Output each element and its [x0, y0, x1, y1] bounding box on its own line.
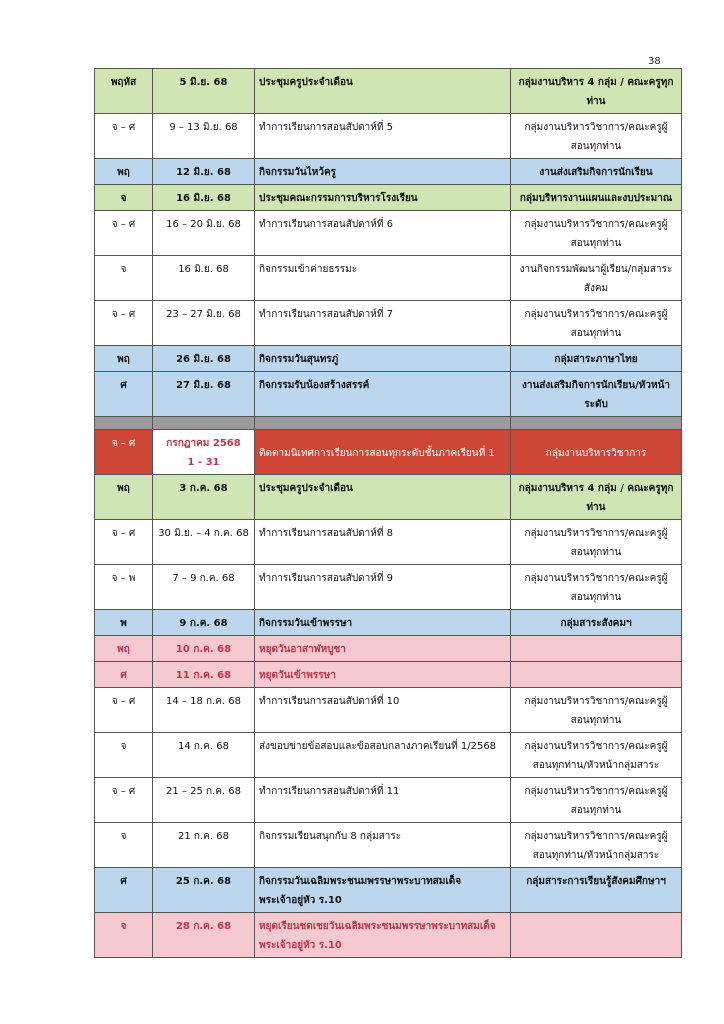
date-cell: 27 มิ.ย. 68 — [153, 372, 255, 417]
schedule-row — [95, 159, 682, 185]
date-cell: 5 มิ.ย. 68 — [153, 69, 255, 114]
activity-cell: หยุดวันเข้าพรรษา — [255, 662, 511, 688]
day-cell: จ – ศ — [95, 301, 153, 346]
date-cell: 30 มิ.ย. – 4 ก.ค. 68 — [153, 520, 255, 565]
activity-cell: กิจกรรมวันไหว้ครู — [255, 159, 511, 185]
schedule-row — [95, 372, 682, 417]
date-cell: 16 – 20 มิ.ย. 68 — [153, 211, 255, 256]
schedule-row — [95, 733, 682, 778]
responsible-cell: กลุ่มงานบริหารวิชาการ/คณะครูผู้สอนทุกท่าน — [511, 211, 682, 256]
responsible-cell: กลุ่มสาระการเรียนรู้สังคมศึกษาฯ — [511, 868, 682, 913]
schedule-row — [95, 211, 682, 256]
day-cell: จ — [95, 256, 153, 301]
responsible-cell: กลุ่มงานบริหารวิชาการ — [511, 430, 682, 475]
activity-cell: กิจกรรมเข้าค่ายธรรมะ — [255, 256, 511, 301]
date-cell: 16 มิ.ย. 68 — [153, 185, 255, 211]
schedule-row — [95, 475, 682, 520]
day-cell: ศ — [95, 372, 153, 417]
page-number: 38 — [648, 56, 661, 67]
day-cell: จ — [95, 913, 153, 958]
schedule-row — [95, 430, 682, 475]
day-cell: จ – ศ — [95, 211, 153, 256]
schedule-row — [95, 346, 682, 372]
day-cell: พ — [95, 610, 153, 636]
section-divider — [95, 417, 682, 430]
day-cell: จ – ศ — [95, 688, 153, 733]
date-cell: 21 – 25 ก.ค. 68 — [153, 778, 255, 823]
responsible-cell: กลุ่มงานบริหารวิชาการ/คณะครูผู้สอนทุกท่าน/หัวหน้ากลุ่มสาระ — [511, 733, 682, 778]
day-cell: จ – ศ — [95, 430, 153, 475]
responsible-cell: กลุ่มงานบริหารวิชาการ/คณะครูผู้สอนทุกท่าน — [511, 688, 682, 733]
responsible-cell: กลุ่มงานบริหาร 4 กลุ่ม / คณะครูทุกท่าน — [511, 69, 682, 114]
activity-cell: ติดตามนิเทศการเรียนการสอนทุกระดับชั้นภาคเรียนที่ 1 — [255, 430, 511, 475]
day-cell: พฤ — [95, 159, 153, 185]
responsible-cell — [511, 913, 682, 958]
activity-cell: ทำการเรียนการสอนสัปดาห์ที่ 7 — [255, 301, 511, 346]
schedule-row — [95, 913, 682, 958]
schedule-row — [95, 301, 682, 346]
activity-cell: กิจกรรมวันเข้าพรรษา — [255, 610, 511, 636]
day-cell — [95, 417, 153, 430]
schedule-row — [95, 636, 682, 662]
schedule-row — [95, 688, 682, 733]
responsible-cell: กลุ่มบริหารงานแผนและงบประมาณ — [511, 185, 682, 211]
activity-cell: กิจกรรมรับน้องสร้างสรรค์ — [255, 372, 511, 417]
responsible-cell: งานส่งเสริมกิจการนักเรียน — [511, 159, 682, 185]
responsible-cell: งานส่งเสริมกิจการนักเรียน/หัวหน้าระดับ — [511, 372, 682, 417]
responsible-cell: กลุ่มงานบริหารวิชาการ/คณะครูผู้สอนทุกท่าน/หัวหน้ากลุ่มสาระ — [511, 823, 682, 868]
activity-cell: ทำการเรียนการสอนสัปดาห์ที่ 6 — [255, 211, 511, 256]
schedule-row — [95, 868, 682, 913]
activity-cell: ทำการเรียนการสอนสัปดาห์ที่ 10 — [255, 688, 511, 733]
date-cell: 12 มิ.ย. 68 — [153, 159, 255, 185]
day-cell: พฤหัส — [95, 69, 153, 114]
responsible-cell — [511, 662, 682, 688]
activity-cell: ทำการเรียนการสอนสัปดาห์ที่ 8 — [255, 520, 511, 565]
day-cell: จ – ศ — [95, 778, 153, 823]
activity-cell: ประชุมครูประจำเดือน — [255, 69, 511, 114]
schedule-table — [94, 68, 682, 958]
activity-cell: ประชุมครูประจำเดือน — [255, 475, 511, 520]
responsible-cell: กลุ่มงานบริหารวิชาการ/คณะครูผู้สอนทุกท่าน — [511, 565, 682, 610]
date-cell: 3 ก.ค. 68 — [153, 475, 255, 520]
date-cell: 11 ก.ค. 68 — [153, 662, 255, 688]
date-cell: 10 ก.ค. 68 — [153, 636, 255, 662]
schedule-row — [95, 114, 682, 159]
day-cell: ศ — [95, 662, 153, 688]
day-cell: จ — [95, 733, 153, 778]
date-cell: 9 ก.ค. 68 — [153, 610, 255, 636]
activity-cell: ประชุมคณะกรรมการบริหารโรงเรียน — [255, 185, 511, 211]
schedule-body — [95, 69, 682, 958]
activity-cell: ทำการเรียนการสอนสัปดาห์ที่ 9 — [255, 565, 511, 610]
date-cell: 14 – 18 ก.ค. 68 — [153, 688, 255, 733]
day-cell: จ – ศ — [95, 520, 153, 565]
schedule-row — [95, 565, 682, 610]
responsible-cell: กลุ่มงานบริหารวิชาการ/คณะครูผู้สอนทุกท่าน — [511, 301, 682, 346]
day-cell: พฤ — [95, 636, 153, 662]
activity-cell: ส่งขอบข่ายข้อสอบและข้อสอบกลางภาคเรียนที่ 1/2568 — [255, 733, 511, 778]
schedule-row — [95, 520, 682, 565]
activity-cell: กิจกรรมเรียนสนุกกับ 8 กลุ่มสาระ — [255, 823, 511, 868]
responsible-cell: กลุ่มสาระสังคมฯ — [511, 610, 682, 636]
responsible-cell: งานกิจกรรมพัฒนาผู้เรียน/กลุ่มสาระสังคม — [511, 256, 682, 301]
day-cell: พฤ — [95, 346, 153, 372]
responsible-cell: กลุ่มงานบริหารวิชาการ/คณะครูผู้สอนทุกท่าน — [511, 114, 682, 159]
date-cell: 16 มิ.ย. 68 — [153, 256, 255, 301]
day-cell: จ — [95, 823, 153, 868]
responsible-cell: กลุ่มงานบริหาร 4 กลุ่ม / คณะครูทุกท่าน — [511, 475, 682, 520]
date-cell: 9 – 13 มิ.ย. 68 — [153, 114, 255, 159]
day-cell: พฤ — [95, 475, 153, 520]
responsible-cell: กลุ่มงานบริหารวิชาการ/คณะครูผู้สอนทุกท่าน — [511, 520, 682, 565]
date-cell — [153, 417, 255, 430]
schedule-row — [95, 823, 682, 868]
activity-cell: กิจกรรมวันสุนทรภู่ — [255, 346, 511, 372]
schedule-row — [95, 778, 682, 823]
responsible-cell: กลุ่มงานบริหารวิชาการ/คณะครูผู้สอนทุกท่าน — [511, 778, 682, 823]
activity-cell — [255, 417, 511, 430]
schedule-row — [95, 185, 682, 211]
date-cell: 26 มิ.ย. 68 — [153, 346, 255, 372]
schedule-row — [95, 69, 682, 114]
activity-cell: หยุดวันอาสาฬหบูชา — [255, 636, 511, 662]
responsible-cell — [511, 636, 682, 662]
responsible-cell: กลุ่มสาระภาษาไทย — [511, 346, 682, 372]
day-cell: จ – ศ — [95, 114, 153, 159]
date-cell: 23 – 27 มิ.ย. 68 — [153, 301, 255, 346]
date-cell: 14 ก.ค. 68 — [153, 733, 255, 778]
activity-cell: ทำการเรียนการสอนสัปดาห์ที่ 11 — [255, 778, 511, 823]
date-cell: กรกฎาคม 2568 1 - 31 — [153, 430, 255, 475]
day-cell: จ – พ — [95, 565, 153, 610]
activity-cell: ทำการเรียนการสอนสัปดาห์ที่ 5 — [255, 114, 511, 159]
schedule-row — [95, 662, 682, 688]
date-cell: 25 ก.ค. 68 — [153, 868, 255, 913]
day-cell: ศ — [95, 868, 153, 913]
activity-cell: หยุดเรียนชดเชยวันเฉลิมพระชนมพรรษาพระบาทสมเด็จพระเจ้าอยู่หัว ร.10 — [255, 913, 511, 958]
date-cell: 28 ก.ค. 68 — [153, 913, 255, 958]
date-cell: 7 – 9 ก.ค. 68 — [153, 565, 255, 610]
activity-cell: กิจกรรมวันเฉลิมพระชนมพรรษาพระบาทสมเด็จพระเจ้าอยู่หัว ร.10 — [255, 868, 511, 913]
schedule-row — [95, 256, 682, 301]
schedule-row — [95, 610, 682, 636]
date-cell: 21 ก.ค. 68 — [153, 823, 255, 868]
day-cell: จ — [95, 185, 153, 211]
responsible-cell — [511, 417, 682, 430]
